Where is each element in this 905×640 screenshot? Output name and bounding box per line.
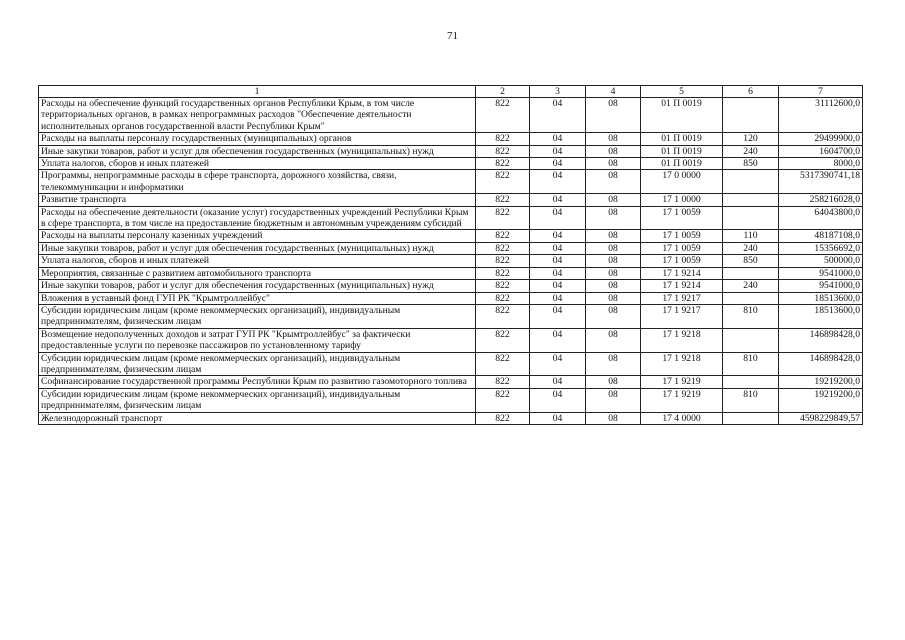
expense-type-cell: 240 [723,280,779,292]
expense-type-cell: 810 [723,352,779,376]
expense-name-cell: Субсидии юридическим лицам (кроме некоммерческих организаций), индивидуальным предпринимателям, физическим лицам [39,388,476,412]
table-row [39,255,863,267]
expense-type-cell [723,98,779,133]
expense-name-cell: Софинансирование государственной программы Республики Крым по развитию газомоторного топлива [39,376,476,388]
amount-cell: 18513600,0 [779,304,863,328]
table-row [39,158,863,170]
amount-cell: 258216028,0 [779,194,863,206]
subsection-code-cell: 08 [586,206,641,230]
expense-name-cell: Железнодорожный транспорт [39,412,476,424]
grbs-code-cell: 822 [476,412,530,424]
expense-type-cell [723,206,779,230]
section-code-cell: 04 [530,328,586,352]
table-header-row [39,86,863,98]
target-article-cell: 17 1 9218 [641,328,723,352]
target-article-cell: 17 1 9214 [641,280,723,292]
table-row [39,133,863,145]
target-article-cell: 17 1 9219 [641,376,723,388]
amount-cell: 8000,0 [779,158,863,170]
grbs-code-cell: 822 [476,170,530,194]
section-code-cell: 04 [530,133,586,145]
expense-type-cell [723,194,779,206]
table-row [39,206,863,230]
table-row [39,98,863,133]
target-article-cell: 01 П 0019 [641,98,723,133]
expense-type-cell: 810 [723,388,779,412]
section-code-cell: 04 [530,376,586,388]
grbs-code-cell: 822 [476,242,530,254]
table-row [39,230,863,242]
grbs-code-cell: 822 [476,194,530,206]
expense-type-cell: 850 [723,158,779,170]
section-code-cell: 04 [530,145,586,157]
subsection-code-cell: 08 [586,376,641,388]
expense-type-cell [723,267,779,279]
table-row [39,267,863,279]
section-code-cell: 04 [530,292,586,304]
target-article-cell: 17 1 0059 [641,230,723,242]
expense-name-cell: Расходы на выплаты персоналу государственных (муниципальных) органов [39,133,476,145]
amount-cell: 1604700,0 [779,145,863,157]
amount-cell: 19219200,0 [779,388,863,412]
target-article-cell: 17 1 9214 [641,267,723,279]
amount-cell: 19219200,0 [779,376,863,388]
table-row [39,352,863,376]
subsection-code-cell: 08 [586,194,641,206]
amount-cell: 15356692,0 [779,242,863,254]
expense-type-cell [723,328,779,352]
subsection-code-cell: 08 [586,304,641,328]
expense-name-cell: Субсидии юридическим лицам (кроме некоммерческих организаций), индивидуальным предпринимателям, физическим лицам [39,352,476,376]
table-body [39,98,863,425]
expense-name-cell: Расходы на обеспечение деятельности (оказание услуг) государственных учреждений Республики Крым в сфере транспорта, в том числе на предоставление бюджетным и автономным учреждениям субсидий [39,206,476,230]
column-header-4: 4 [586,86,641,98]
expense-name-cell: Развитие транспорта [39,194,476,206]
section-code-cell: 04 [530,170,586,194]
expense-type-cell: 240 [723,145,779,157]
amount-cell: 5317390741,18 [779,170,863,194]
section-code-cell: 04 [530,242,586,254]
amount-cell: 146898428,0 [779,328,863,352]
target-article-cell: 17 4 0000 [641,412,723,424]
grbs-code-cell: 822 [476,304,530,328]
subsection-code-cell: 08 [586,242,641,254]
expense-type-cell [723,412,779,424]
section-code-cell: 04 [530,206,586,230]
table-row [39,242,863,254]
amount-cell: 31112600,0 [779,98,863,133]
expense-name-cell: Расходы на обеспечение функций государственных органов Республики Крым, в том числе территориальных органов, в рамках непрограммных расходов "Обеспечение деятельности исполнительных органов государственной власти Республики Крым" [39,98,476,133]
expense-type-cell: 240 [723,242,779,254]
section-code-cell: 04 [530,280,586,292]
section-code-cell: 04 [530,98,586,133]
grbs-code-cell: 822 [476,352,530,376]
column-header-7: 7 [779,86,863,98]
section-code-cell: 04 [530,230,586,242]
target-article-cell: 17 0 0000 [641,170,723,194]
target-article-cell: 17 1 0000 [641,194,723,206]
grbs-code-cell: 822 [476,206,530,230]
expense-type-cell: 110 [723,230,779,242]
amount-cell: 29499900,0 [779,133,863,145]
expense-name-cell: Иные закупки товаров, работ и услуг для обеспечения государственных (муниципальных) нужд [39,145,476,157]
table-row [39,412,863,424]
table-row [39,170,863,194]
section-code-cell: 04 [530,194,586,206]
column-header-3: 3 [530,86,586,98]
subsection-code-cell: 08 [586,255,641,267]
expense-type-cell [723,292,779,304]
expense-name-cell: Программы, непрограммные расходы в сфере транспорта, дорожного хозяйства, связи, телекоммуникации и информатики [39,170,476,194]
table-row [39,280,863,292]
expense-name-cell: Возмещение недополученных доходов и затрат ГУП РК "Крымтроллейбус" за фактически предоставленные услуги по перевозке пассажиров по установленному тарифу [39,328,476,352]
section-code-cell: 04 [530,304,586,328]
subsection-code-cell: 08 [586,267,641,279]
column-header-2: 2 [476,86,530,98]
table-row [39,194,863,206]
table-row [39,376,863,388]
expense-name-cell: Мероприятия, связанные с развитием автомобильного транспорта [39,267,476,279]
target-article-cell: 17 1 0059 [641,206,723,230]
section-code-cell: 04 [530,267,586,279]
grbs-code-cell: 822 [476,158,530,170]
subsection-code-cell: 08 [586,98,641,133]
grbs-code-cell: 822 [476,145,530,157]
target-article-cell: 01 П 0019 [641,158,723,170]
table-row [39,292,863,304]
expense-name-cell: Уплата налогов, сборов и иных платежей [39,255,476,267]
grbs-code-cell: 822 [476,280,530,292]
grbs-code-cell: 822 [476,328,530,352]
subsection-code-cell: 08 [586,328,641,352]
expense-type-cell: 810 [723,304,779,328]
subsection-code-cell: 08 [586,388,641,412]
section-code-cell: 04 [530,352,586,376]
target-article-cell: 01 П 0019 [641,133,723,145]
expense-name-cell: Вложения в уставный фонд ГУП РК "Крымтроллейбус" [39,292,476,304]
amount-cell: 48187108,0 [779,230,863,242]
budget-table [38,85,863,425]
amount-cell: 146898428,0 [779,352,863,376]
amount-cell: 18513600,0 [779,292,863,304]
subsection-code-cell: 08 [586,158,641,170]
grbs-code-cell: 822 [476,388,530,412]
column-header-6: 6 [723,86,779,98]
expense-type-cell [723,170,779,194]
grbs-code-cell: 822 [476,292,530,304]
table-row [39,145,863,157]
column-header-1: 1 [39,86,476,98]
subsection-code-cell: 08 [586,133,641,145]
expense-name-cell: Расходы на выплаты персоналу казенных учреждений [39,230,476,242]
target-article-cell: 17 1 9217 [641,304,723,328]
target-article-cell: 01 П 0019 [641,145,723,157]
grbs-code-cell: 822 [476,267,530,279]
subsection-code-cell: 08 [586,145,641,157]
table-row [39,304,863,328]
subsection-code-cell: 08 [586,230,641,242]
page-number: 71 [447,30,458,42]
subsection-code-cell: 08 [586,292,641,304]
grbs-code-cell: 822 [476,255,530,267]
table-row [39,328,863,352]
grbs-code-cell: 822 [476,98,530,133]
subsection-code-cell: 08 [586,280,641,292]
amount-cell: 500000,0 [779,255,863,267]
expense-type-cell: 850 [723,255,779,267]
target-article-cell: 17 1 9219 [641,388,723,412]
section-code-cell: 04 [530,388,586,412]
target-article-cell: 17 1 0059 [641,242,723,254]
target-article-cell: 17 1 9217 [641,292,723,304]
expense-type-cell: 120 [723,133,779,145]
grbs-code-cell: 822 [476,133,530,145]
subsection-code-cell: 08 [586,352,641,376]
table-row [39,388,863,412]
section-code-cell: 04 [530,255,586,267]
target-article-cell: 17 1 0059 [641,255,723,267]
expense-type-cell [723,376,779,388]
amount-cell: 64043800,0 [779,206,863,230]
section-code-cell: 04 [530,158,586,170]
expense-name-cell: Иные закупки товаров, работ и услуг для обеспечения государственных (муниципальных) нужд [39,242,476,254]
expense-name-cell: Иные закупки товаров, работ и услуг для обеспечения государственных (муниципальных) нужд [39,280,476,292]
target-article-cell: 17 1 9218 [641,352,723,376]
expense-name-cell: Уплата налогов, сборов и иных платежей [39,158,476,170]
expense-name-cell: Субсидии юридическим лицам (кроме некоммерческих организаций), индивидуальным предпринимателям, физическим лицам [39,304,476,328]
grbs-code-cell: 822 [476,230,530,242]
subsection-code-cell: 08 [586,412,641,424]
section-code-cell: 04 [530,412,586,424]
amount-cell: 9541000,0 [779,280,863,292]
subsection-code-cell: 08 [586,170,641,194]
grbs-code-cell: 822 [476,376,530,388]
amount-cell: 4598229849,57 [779,412,863,424]
column-header-5: 5 [641,86,723,98]
amount-cell: 9541000,0 [779,267,863,279]
